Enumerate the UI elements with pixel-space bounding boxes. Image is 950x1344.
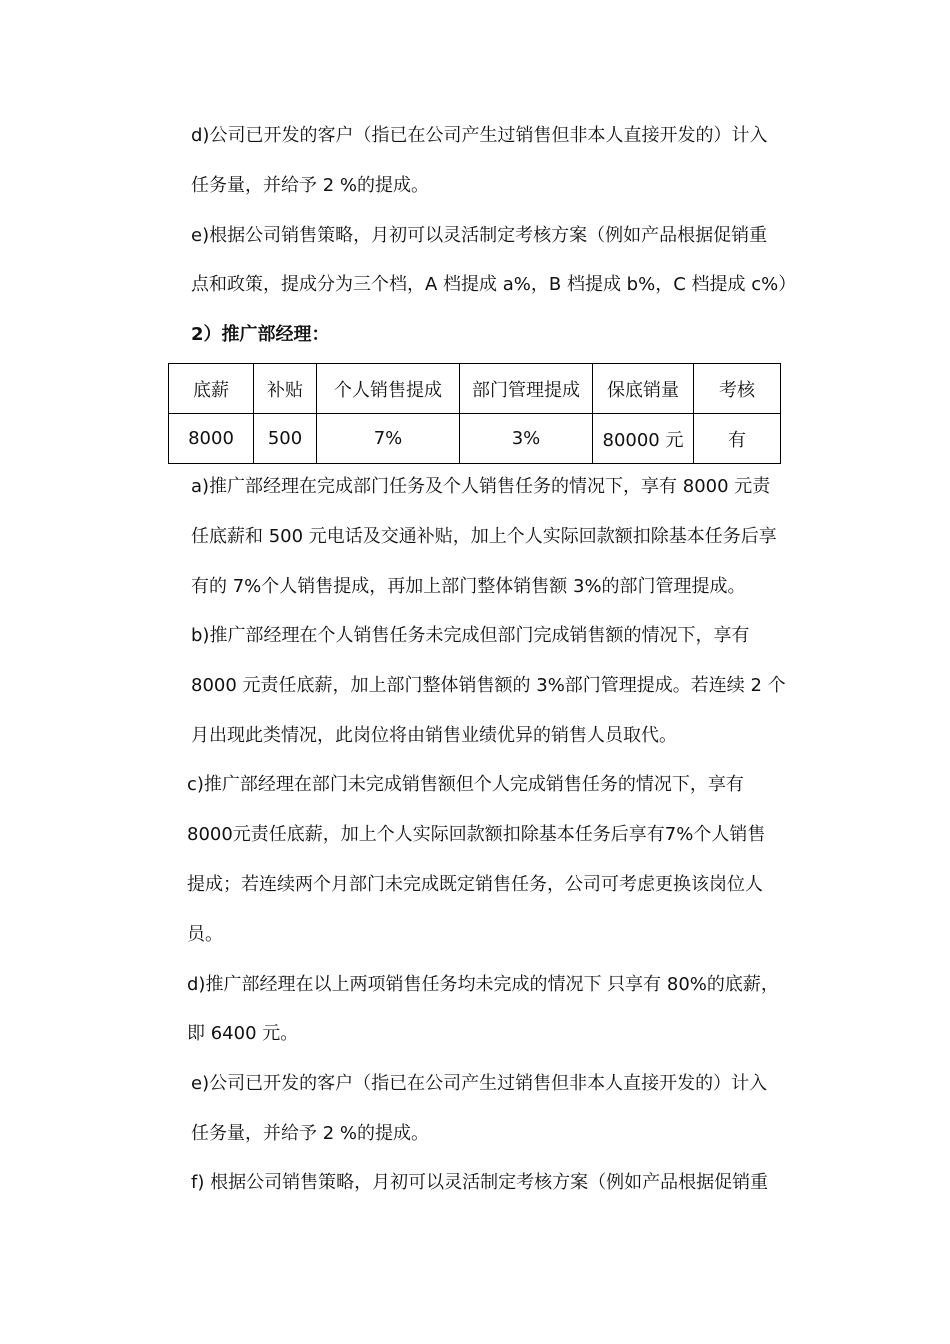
table-row: [169, 414, 781, 464]
paragraph-line: 即 6400 元。: [187, 1023, 299, 1044]
table-cell: 有: [694, 414, 781, 464]
paragraph-line: d)公司已开发的客户（指已在公司产生过销售但非本人直接开发的）计入: [191, 125, 768, 146]
table-header-cell: 底薪: [169, 364, 254, 414]
table-header-cell: 部门管理提成: [460, 364, 593, 414]
table-header-cell: 保底销量: [593, 364, 694, 414]
salary-table: [168, 363, 781, 464]
table-cell: 500: [254, 414, 317, 464]
paragraph-line: 月出现此类情况，此岗位将由销售业绩优异的销售人员取代。: [191, 725, 677, 746]
table-cell: 7%: [317, 414, 460, 464]
paragraph-line: c)推广部经理在部门未完成销售额但个人完成销售任务的情况下，享有: [187, 774, 744, 795]
table-cell: 3%: [460, 414, 593, 464]
paragraph-line: 任底薪和 500 元电话及交通补贴，加上个人实际回款额扣除基本任务后享: [191, 526, 777, 547]
table-header-cell: 考核: [694, 364, 781, 414]
table-header-cell: 个人销售提成: [317, 364, 460, 414]
paragraph-line: 点和政策，提成分为三个档，A 档提成 a%，B 档提成 b%，C 档提成 c%）: [191, 274, 797, 295]
paragraph-line: 有的 7%个人销售提成，再加上部门整体销售额 3%的部门管理提成。: [191, 576, 746, 597]
paragraph-line: f) 根据公司销售策略，月初可以灵活制定考核方案（例如产品根据促销重: [191, 1172, 769, 1193]
paragraph-line: 8000元责任底薪，加上个人实际回款额扣除基本任务后享有7%个人销售: [187, 824, 766, 845]
paragraph-line: e)公司已开发的客户（指已在公司产生过销售但非本人直接开发的）计入: [191, 1073, 768, 1094]
paragraph-line: e)根据公司销售策略，月初可以灵活制定考核方案（例如产品根据促销重: [191, 225, 768, 246]
paragraph-line: b)推广部经理在个人销售任务未完成但部门完成销售额的情况下，享有: [191, 625, 750, 646]
paragraph-line: a)推广部经理在完成部门任务及个人销售任务的情况下，享有 8000 元责: [191, 476, 771, 497]
table-cell: 8000: [169, 414, 254, 464]
paragraph-line: 8000 元责任底薪，加上部门整体销售额的 3%部门管理提成。若连续 2 个: [191, 675, 786, 696]
table-header-cell: 补贴: [254, 364, 317, 414]
table-cell: 80000 元: [593, 414, 694, 464]
paragraph-line: d)推广部经理在以上两项销售任务均未完成的情况下 只享有 80%的底薪，: [187, 974, 779, 995]
section-heading: 2）推广部经理：: [191, 324, 330, 345]
paragraph-line: 提成；若连续两个月部门未完成既定销售任务，公司可考虑更换该岗位人: [187, 874, 763, 895]
paragraph-line: 员。: [187, 924, 223, 945]
table-header-row: [169, 364, 781, 414]
paragraph-line: 任务量，并给予 2 %的提成。: [191, 175, 429, 196]
paragraph-line: 任务量，并给予 2 %的提成。: [191, 1123, 429, 1144]
